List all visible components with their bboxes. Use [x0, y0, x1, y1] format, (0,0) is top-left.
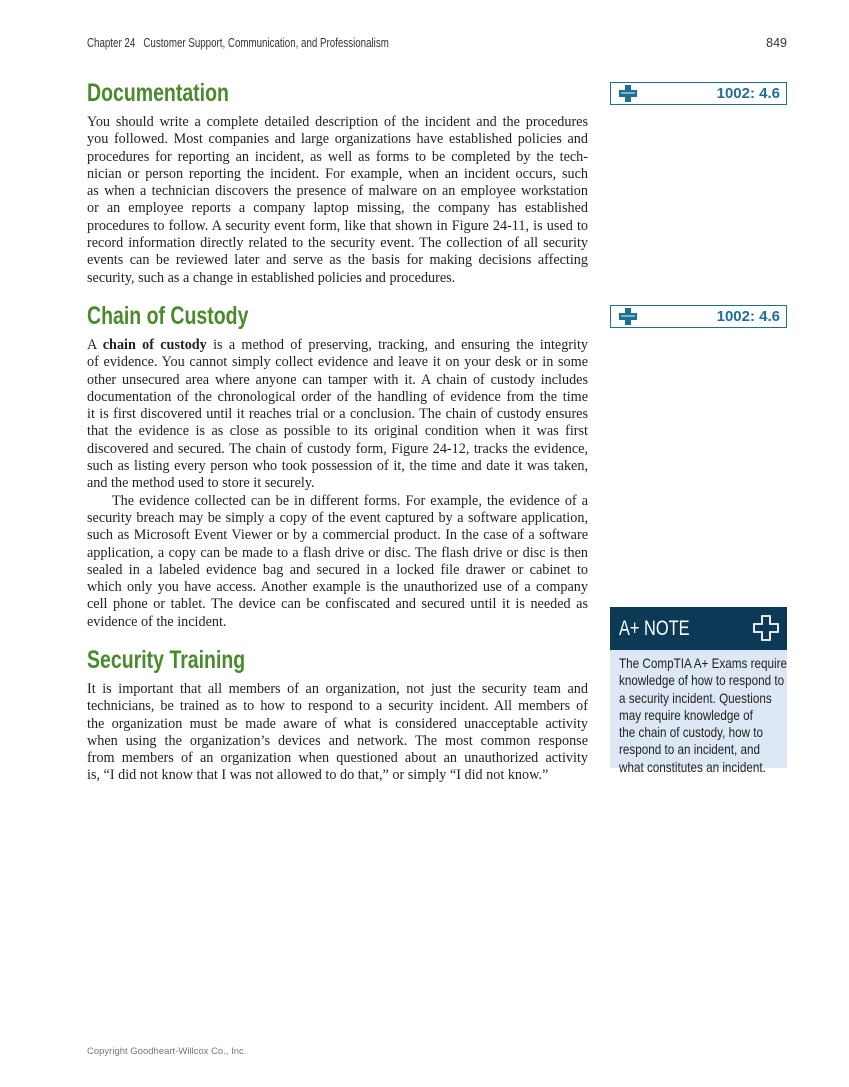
note-line: The CompTIA A+ Exams require	[619, 656, 787, 671]
text-line: discovered and secured. The chain of custody form, Figure 24-12, tracks the evidence,	[87, 440, 588, 457]
text-line: The evidence collected can be in different forms. For example, the evidence of a	[112, 492, 588, 509]
text-line: that the evidence is as close as possible to its original condition when it was first	[87, 423, 588, 440]
text-line: such as listing every person who took possession of it, the time and date it was taken,	[87, 458, 588, 475]
text-line: such as Microsoft Event Viewer or by a commercial product. In the case of a software	[87, 527, 588, 544]
text-line: from members of an organization when questioned about an unauthorized activity	[87, 750, 588, 767]
text-line: which only you have access. Another example is the unauthorized use of a company	[87, 579, 588, 596]
text-line: You should write a complete detailed description of the incident and the procedures	[87, 114, 588, 130]
text-line: application, a copy can be made to a flash drive or disc. The flash drive or disc is then	[87, 544, 588, 561]
note-line: may require knowledge of	[619, 707, 753, 723]
note-line: a security incident. Questions	[619, 690, 772, 706]
objective-badge: 1002: 4.6	[610, 305, 787, 328]
text-line: as when a technician discovers the presence of malware on an employee workstation	[87, 183, 588, 200]
section-heading-chain-of-custody: Chain of Custody	[87, 302, 249, 330]
text-line: record information directly related to the security event. The collection of all security	[87, 235, 588, 252]
text-line: when using the organization’s devices and network. The most common response	[87, 732, 588, 749]
note-line: what constitutes an incident.	[619, 759, 766, 775]
text-line: it is first discovered until it reaches trial or a conclusion. The chain of custody ensures	[87, 406, 588, 423]
text-line: events can be reviewed later and serve as the basis for making decisions affecting	[87, 252, 588, 269]
text-line: evidence of the incident.	[87, 613, 227, 630]
text-line: procedures for reporting an incident, as well as forms to be completed by the tech-	[87, 148, 588, 165]
note-body	[610, 650, 787, 775]
text-line: is, “I did not know that I was not allowed to do that,” or simply “I did not know.”	[87, 767, 549, 784]
text-line: of evidence. You cannot simply collect evidence and leave it on your desk or in some	[87, 354, 588, 371]
plus-badge-icon	[619, 308, 637, 325]
note-line: knowledge of how to respond to	[619, 673, 785, 689]
text-line: security breach may be simply a copy of the event captured by a software application,	[87, 509, 588, 526]
documentation-paragraph	[87, 114, 588, 287]
text-line: and the method used to store it securely.	[87, 475, 315, 492]
text-line: nician or person reporting the incident. For example, when an incident occurs, such	[87, 165, 588, 182]
section-heading-documentation: Documentation	[87, 79, 229, 107]
plus-badge-icon	[619, 85, 637, 102]
text-line: documentation of the chronological order of the handling of evidence from the time	[87, 388, 588, 405]
chain-of-custody-paragraph	[87, 337, 588, 631]
text-line: technicians, be trained as to how to respond to a security incident. All members of	[87, 698, 588, 715]
text-line: security, such as a change in established policies and procedures.	[87, 269, 456, 286]
page-number: 849	[766, 36, 787, 50]
key-term: chain of custody	[102, 337, 207, 353]
running-head: Chapter 24 Customer Support, Communication, and Professionalism	[87, 36, 389, 50]
objective-badge: 1002: 4.6	[610, 82, 787, 105]
security-training-paragraph	[87, 681, 588, 785]
note-title: A+ NOTE	[619, 617, 690, 640]
text-line: or an employee reports a company laptop missing, the company has established	[87, 200, 588, 217]
text-line: cell phone or tablet. The device can be confiscated and secured until it is needed as	[87, 596, 588, 613]
section-heading-security-training: Security Training	[87, 646, 246, 674]
text-line: other unsecured area where anyone can tamper with it. A chain of custody includes	[87, 371, 588, 388]
text-line: A chain of custody is a method of preserving, tracking, and ensuring the integrity	[87, 337, 588, 353]
text-line: you followed. Most companies and large organizations have established policies and	[87, 131, 588, 148]
text-line: sealed in a labeled evidence bag and secured in a locked file drawer or cabinet to	[87, 561, 588, 578]
plus-outline-icon	[753, 615, 779, 641]
text-line: It is important that all members of an organization, not just the security team and	[87, 681, 588, 697]
text-line: procedures to follow. A security event form, like that shown in Figure 24-11, is used to	[87, 217, 588, 234]
note-header	[610, 607, 787, 650]
a-plus-note	[610, 607, 787, 775]
copyright-footer: Copyright Goodheart-Willcox Co., Inc.	[87, 1046, 247, 1057]
text-line: the organization must be made aware of what is considered unacceptable activity	[87, 715, 588, 732]
note-line: the chain of custody, how to	[619, 725, 764, 741]
note-line: respond to an incident, and	[619, 742, 761, 758]
